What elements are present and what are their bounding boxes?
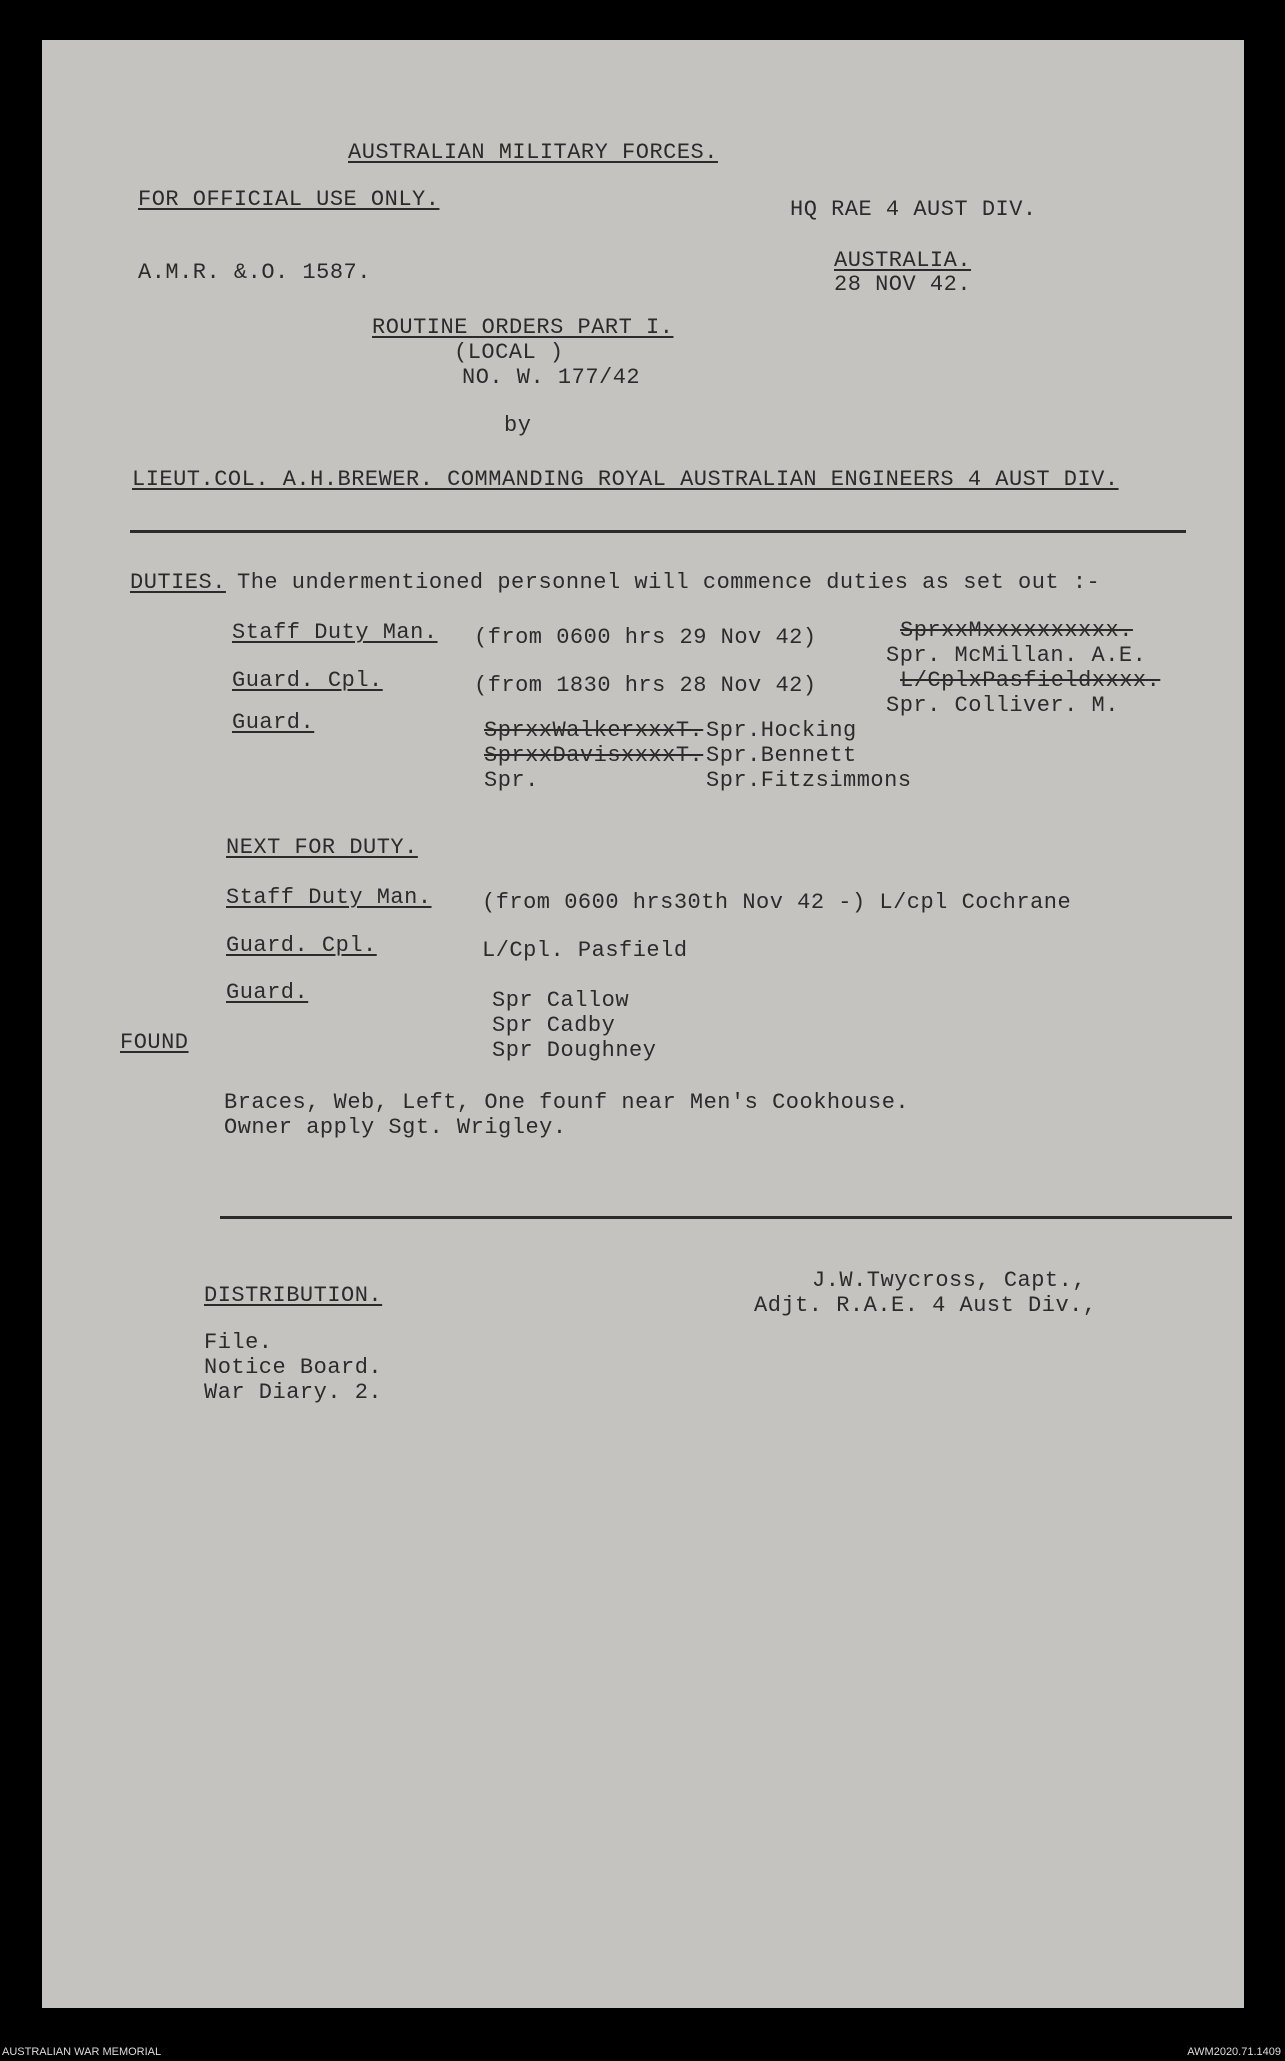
location: AUSTRALIA.	[834, 248, 972, 273]
distribution-heading: DISTRIBUTION.	[204, 1283, 383, 1308]
guard-name-3: Spr.Fitzsimmons	[706, 768, 912, 793]
next-guard-name-2: Spr Cadby	[492, 1013, 616, 1038]
document-title: AUSTRALIAN MILITARY FORCES.	[348, 140, 718, 165]
next-guard-name-3: Spr Doughney	[492, 1038, 657, 1063]
signature-line-2: Adjt. R.A.E. 4 Aust Div.,	[754, 1293, 1097, 1318]
distribution-item-3: War Diary. 2.	[204, 1380, 383, 1405]
order-title: ROUTINE ORDERS PART I.	[372, 315, 674, 340]
order-subtitle: (LOCAL )	[454, 340, 564, 365]
commander: LIEUT.COL. A.H.BREWER. COMMANDING ROYAL AUSTRALIAN ENGINEERS 4 AUST DIV.	[132, 467, 1119, 492]
hq-unit: HQ RAE 4 AUST DIV.	[790, 197, 1037, 222]
guard-name-2: Spr.Bennett	[706, 743, 857, 768]
found-line-1: Braces, Web, Left, One founf near Men's Cookhouse.	[224, 1090, 910, 1115]
distribution-item-1: File.	[204, 1330, 273, 1355]
classification: FOR OFFICIAL USE ONLY.	[138, 187, 440, 212]
next-staff-time: (from 0600 hrs30th Nov 42 -) L/cpl Cochrane	[482, 890, 1072, 915]
guard-cpl-struck: L/CplxPasfieldxxxx.	[900, 668, 1161, 693]
amr-reference: A.M.R. &.O. 1587.	[138, 260, 371, 285]
next-cpl-name: L/Cpl. Pasfield	[482, 938, 688, 963]
staff-duty-struck: SprxxMxxxxxxxxxx.	[900, 618, 1133, 643]
next-cpl-label: Guard. Cpl.	[226, 933, 377, 958]
next-duty-heading: NEXT FOR DUTY.	[226, 835, 418, 860]
staff-duty-name: Spr. McMillan. A.E.	[886, 643, 1147, 668]
next-guard-name-1: Spr Callow	[492, 988, 630, 1013]
guard-label: Guard.	[232, 710, 315, 735]
distribution-item-2: Notice Board.	[204, 1355, 383, 1380]
found-heading: FOUND	[120, 1030, 189, 1055]
guard-spr: Spr.	[484, 768, 539, 793]
guard-cpl-label: Guard. Cpl.	[232, 668, 383, 693]
divider-top	[130, 530, 1186, 533]
staff-duty-label: Staff Duty Man.	[232, 620, 438, 645]
guard-cpl-name: Spr. Colliver. M.	[886, 693, 1119, 718]
divider-bottom	[220, 1216, 1232, 1219]
order-number: NO. W. 177/42	[462, 365, 641, 390]
next-guard-label: Guard.	[226, 980, 309, 1005]
duties-intro: The undermentioned personnel will commence duties as set out :-	[237, 570, 1101, 595]
footer-credit: AUSTRALIAN WAR MEMORIAL	[2, 2046, 162, 2058]
guard-struck-2: SprxxDavisxxxxT.	[484, 743, 704, 768]
next-staff-label: Staff Duty Man.	[226, 885, 432, 910]
guard-name-1: Spr.Hocking	[706, 718, 857, 743]
guard-struck-1: SprxxWalkerxxxT.	[484, 718, 704, 743]
duties-heading: DUTIES.	[130, 570, 226, 595]
document-date: 28 NOV 42.	[834, 272, 972, 297]
found-line-2: Owner apply Sgt. Wrigley.	[224, 1115, 567, 1140]
order-by: by	[504, 413, 532, 438]
footer-accession: AWM2020.71.1409	[1187, 2046, 1281, 2058]
guard-cpl-time: (from 1830 hrs 28 Nov 42)	[474, 673, 817, 698]
document-page	[42, 40, 1244, 2008]
staff-duty-time: (from 0600 hrs 29 Nov 42)	[474, 625, 817, 650]
signature-line-1: J.W.Twycross, Capt.,	[812, 1268, 1087, 1293]
